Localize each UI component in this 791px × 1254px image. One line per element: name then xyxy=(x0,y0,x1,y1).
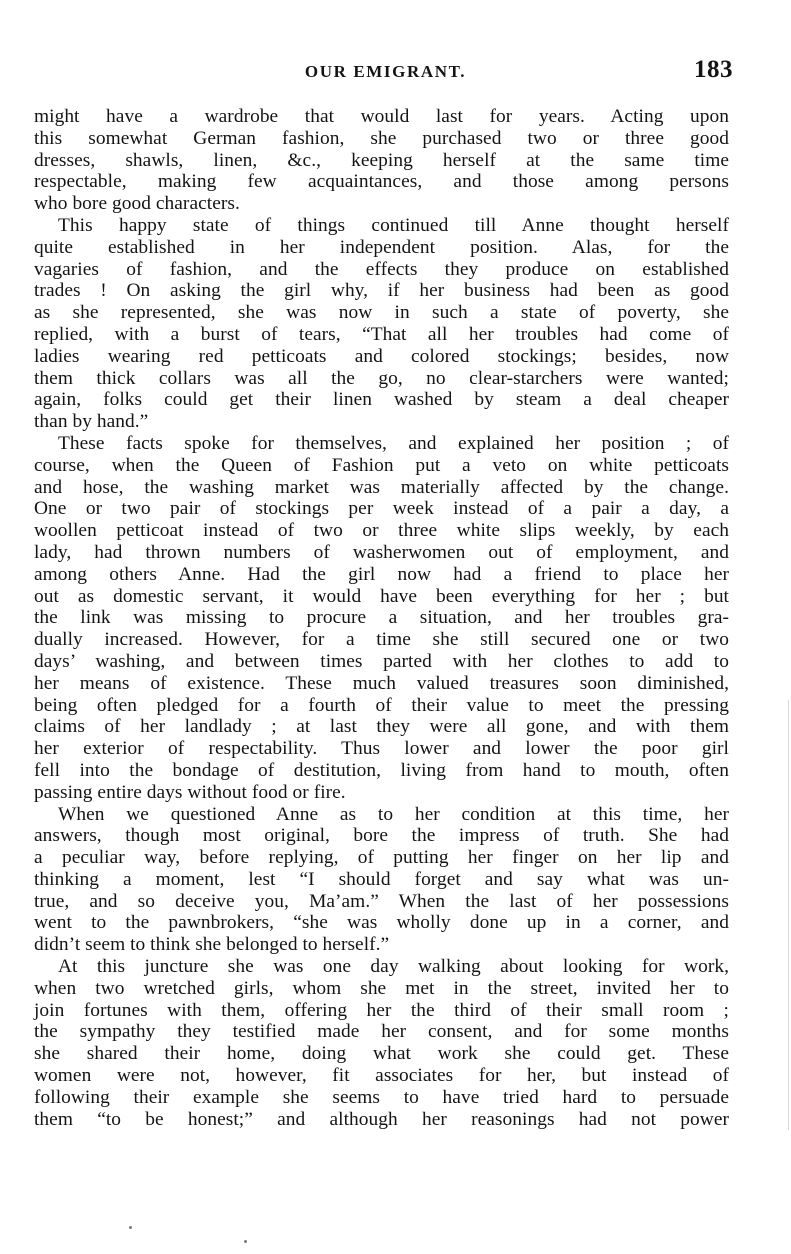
text-line: true, and so deceive you, Ma’am.” When the last of her possessions xyxy=(34,890,729,912)
text-line: this somewhat German fashion, she purchased two or three good xyxy=(34,127,729,149)
text-line: the link was missing to procure a situation, and her troubles gra- xyxy=(34,607,729,629)
text-line: course, when the Queen of Fashion put a veto on white petticoats xyxy=(34,454,729,476)
text-line: the sympathy they testified made her consent, and for some months xyxy=(34,1021,729,1043)
text-line: who bore good characters. xyxy=(34,193,240,215)
page-number: 183 xyxy=(694,56,733,83)
page-edge-shadow xyxy=(788,700,789,1130)
text-line: out as domestic servant, it would have been everything for her ; but xyxy=(34,585,729,607)
text-line: passing entire days without food or fire. xyxy=(34,781,346,803)
text-line: didn’t seem to think she belonged to herself.” xyxy=(34,934,390,956)
paragraph-first-line: These facts spoke for themselves, and explained her position ; of xyxy=(58,432,729,454)
running-head: OUR EMIGRANT. xyxy=(304,62,467,81)
body-text xyxy=(34,106,729,1130)
text-line: a peculiar way, before replying, of putting her finger on her lip and xyxy=(34,847,729,869)
text-line: her exterior of respectability. Thus lower and lower the poor girl xyxy=(34,738,729,760)
text-line: respectable, making few acquaintances, and those among persons xyxy=(34,171,729,193)
text-line: trades ! On asking the girl why, if her business had been as good xyxy=(34,280,729,302)
paragraph-first-line: When we questioned Anne as to her condition at this time, her xyxy=(58,803,729,825)
text-line: went to the pawnbrokers, “she was wholly done up in a corner, and xyxy=(34,912,729,934)
text-line: following their example she seems to have tried hard to persuade xyxy=(34,1086,729,1108)
text-line: replied, with a burst of tears, “That all her troubles had come of xyxy=(34,323,729,345)
print-speck xyxy=(244,1240,247,1243)
text-line: women were not, however, fit associates for her, but instead of xyxy=(34,1065,729,1087)
paragraph-first-line: This happy state of things continued till Anne thought herself xyxy=(58,214,729,236)
text-line: fell into the bondage of destitution, living from hand to mouth, often xyxy=(34,759,729,781)
text-line: when two wretched girls, whom she met in the street, invited her to xyxy=(34,977,729,999)
text-line: join fortunes with them, offering her the third of their small room ; xyxy=(34,999,729,1021)
text-line: lady, had thrown numbers of washerwomen out of employment, and xyxy=(34,541,729,563)
text-line: them thick collars was all the go, no clear-starchers were wanted; xyxy=(34,367,729,389)
text-line: dresses, shawls, linen, &c., keeping herself at the same time xyxy=(34,149,729,171)
text-line: than by hand.” xyxy=(34,411,149,433)
text-line: answers, though most original, bore the impress of truth. She had xyxy=(34,825,729,847)
text-line: dually increased. However, for a time she still secured one or two xyxy=(34,629,729,651)
text-line: and hose, the washing market was materially affected by the change. xyxy=(34,476,729,498)
text-line: being often pledged for a fourth of their value to meet the pressing xyxy=(34,694,729,716)
text-line: woollen petticoat instead of two or three white slips weekly, by each xyxy=(34,520,729,542)
text-line: claims of her landlady ; at last they were all gone, and with them xyxy=(34,716,729,738)
text-line: might have a wardrobe that would last for years. Acting upon xyxy=(34,106,729,127)
text-line: ladies wearing red petticoats and colored stockings; besides, now xyxy=(34,345,729,367)
text-line: vagaries of fashion, and the effects they produce on established xyxy=(34,258,729,280)
text-line: again, folks could get their linen washed by steam a deal cheaper xyxy=(34,389,729,411)
text-line: her means of existence. These much valued treasures soon diminished, xyxy=(34,672,729,694)
page-header xyxy=(34,56,737,88)
text-line: quite established in her independent position. Alas, for the xyxy=(34,236,729,258)
text-line: days’ washing, and between times parted with her clothes to add to xyxy=(34,650,729,672)
text-line: she shared their home, doing what work she could get. These xyxy=(34,1043,729,1065)
print-speck xyxy=(129,1226,132,1229)
text-line: among others Anne. Had the girl now had a friend to place her xyxy=(34,563,729,585)
text-line: as she represented, she was now in such a state of poverty, she xyxy=(34,302,729,324)
text-line: them “to be honest;” and although her reasonings had not power xyxy=(34,1108,729,1130)
text-line: thinking a moment, lest “I should forget and say what was un- xyxy=(34,868,729,890)
paragraph-first-line: At this juncture she was one day walking about looking for work, xyxy=(58,956,729,978)
text-line: One or two pair of stockings per week instead of a pair a day, a xyxy=(34,498,729,520)
